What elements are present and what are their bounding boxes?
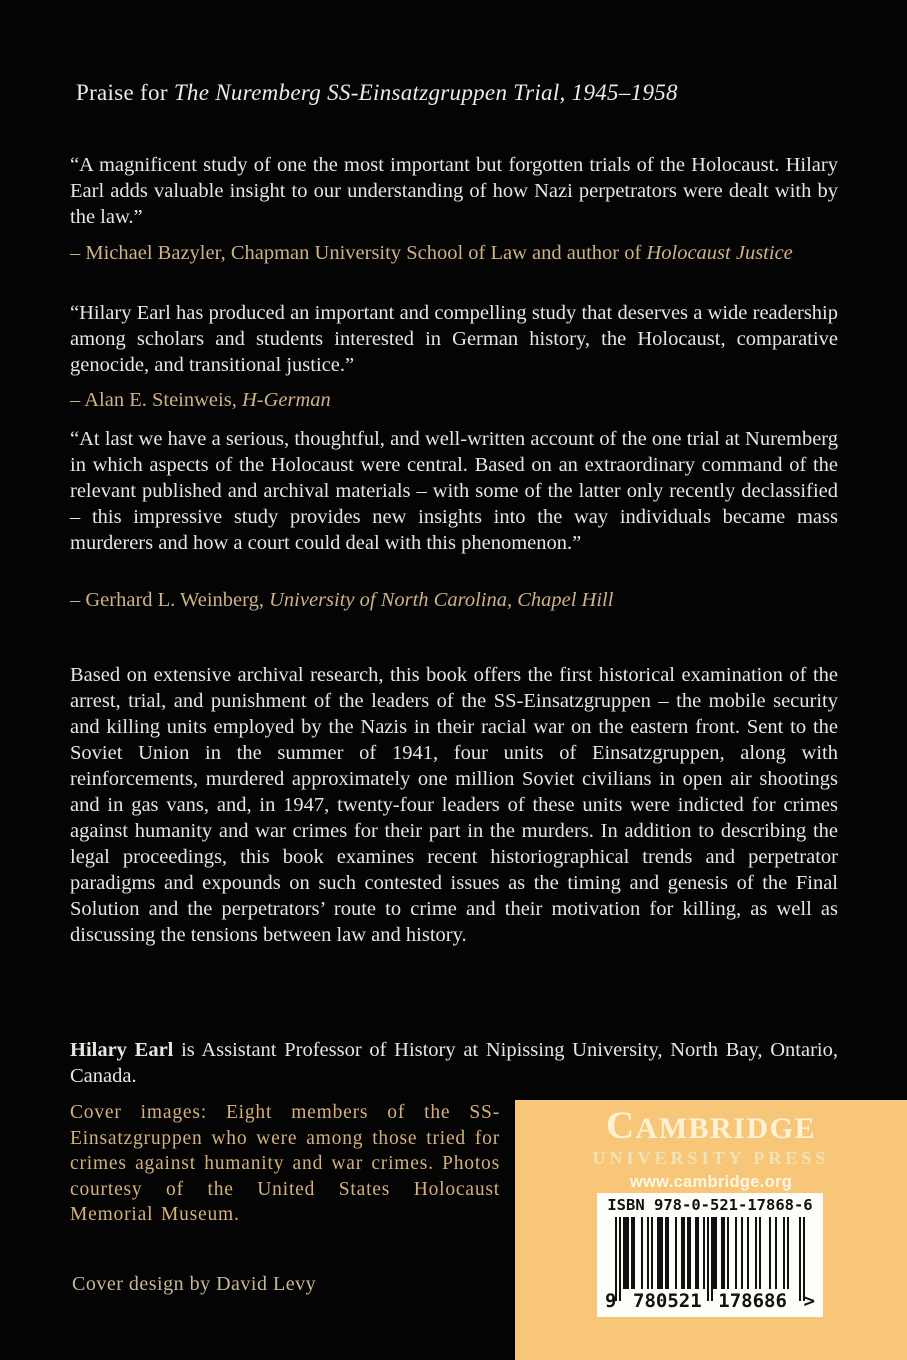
isbn-number: ISBN 978-0-521-17868-6 bbox=[607, 1196, 813, 1214]
attribution-3-name: – Gerhard L. Weinberg, bbox=[70, 589, 270, 611]
review-quote-2: “Hilary Earl has produced an important and compelling study that deserves a wide readership among scholars and students interested in German history, the Holocaust, comparative genocide, and transitional justice.” bbox=[70, 302, 838, 376]
review-quote-1: “A magnificent study of one the most important but forgotten trials of the Holocaust. Hilary Earl adds valuable insight to our understanding of how Nazi perpetrators were dealt with by the law.” bbox=[70, 154, 838, 228]
book-description: Based on extensive archival research, this book offers the first historical examination of the arrest, trial, and punishment of the leaders of the SS-Einsatzgruppen – the mobile security and killing units employed by the Nazis in their racial war on the eastern front. Sent to the Soviet Union in the summer of 1941, four units of Einsatzgruppen, along with reinforcements, murdered approximately one million Soviet civilians in open air shootings and in gas vans, and, in 1947, twenty-four leaders of these units were indicted for crimes against humanity and war crimes for their part in the murders. In addition to describing the legal proceedings, this book examines recent historiographical trends and perpetrator paradigms and expounds on such contested issues as the timing and genesis of the Final Solution and the perpetrators’ route to crime and their motivation for killing, as well as discussing the tensions between law and history. bbox=[70, 664, 838, 946]
author-name: Hilary Earl bbox=[70, 1039, 174, 1061]
attribution-1-source: Holocaust Justice bbox=[646, 242, 793, 264]
barcode-digits bbox=[605, 1289, 815, 1313]
publisher-url: www.cambridge.org bbox=[629, 1173, 793, 1191]
barcode-digit-group-3: 178686 bbox=[718, 1290, 787, 1312]
review-attribution-2 bbox=[70, 387, 838, 413]
barcode-bars bbox=[615, 1217, 805, 1289]
cambridge-logo bbox=[515, 1104, 907, 1194]
review-attribution-3 bbox=[70, 587, 838, 613]
book-title: The Nuremberg SS-Einsatzgruppen Trial, 1945–1958 bbox=[173, 80, 678, 105]
attribution-2-source: H-German bbox=[241, 389, 331, 411]
attribution-1-name: – Michael Bazyler, Chapman University School of Law and author of bbox=[70, 242, 647, 264]
publisher-subline: UNIVERSITY PRESS bbox=[592, 1148, 830, 1168]
barcode-digit-group-4: > bbox=[803, 1290, 815, 1312]
barcode-digit-group-2: 780521 bbox=[633, 1290, 702, 1312]
author-bio-text: is Assistant Professor of History at Nipissing University, North Bay, Ontario, Canada. bbox=[70, 1039, 838, 1087]
cover-images-credit: Cover images: Eight members of the SS-Einsatzgruppen who were among those tried for crimes against humanity and war crimes. Photos courtesy of the United States Holocaust Memorial Museum. bbox=[70, 1102, 500, 1225]
author-bio bbox=[70, 1037, 838, 1089]
praise-header-prefix: Praise for bbox=[76, 80, 174, 105]
isbn-barcode bbox=[597, 1193, 823, 1317]
review-attribution-1 bbox=[70, 240, 838, 266]
barcode-digit-group-1: 9 bbox=[605, 1290, 617, 1312]
praise-header bbox=[76, 80, 844, 106]
review-quote-3: “At last we have a serious, thoughtful, and well-written account of the one trial at Nuremberg in which aspects of the Holocaust were central. Based on an extraordinary command of the relevant published and archival materials – with some of the latter only recently declassified – this impressive study provides new insights into the way individuals became mass murderers and how a court could deal with this phenomenon.” bbox=[70, 428, 838, 554]
attribution-2-name: – Alan E. Steinweis, bbox=[70, 389, 242, 411]
publisher-name: CAMBRIDGE bbox=[605, 1104, 816, 1147]
publisher-panel bbox=[515, 1100, 907, 1360]
cover-design-credit: Cover design by David Levy bbox=[72, 1273, 317, 1295]
attribution-3-source: University of North Carolina, Chapel Hill bbox=[269, 589, 614, 611]
